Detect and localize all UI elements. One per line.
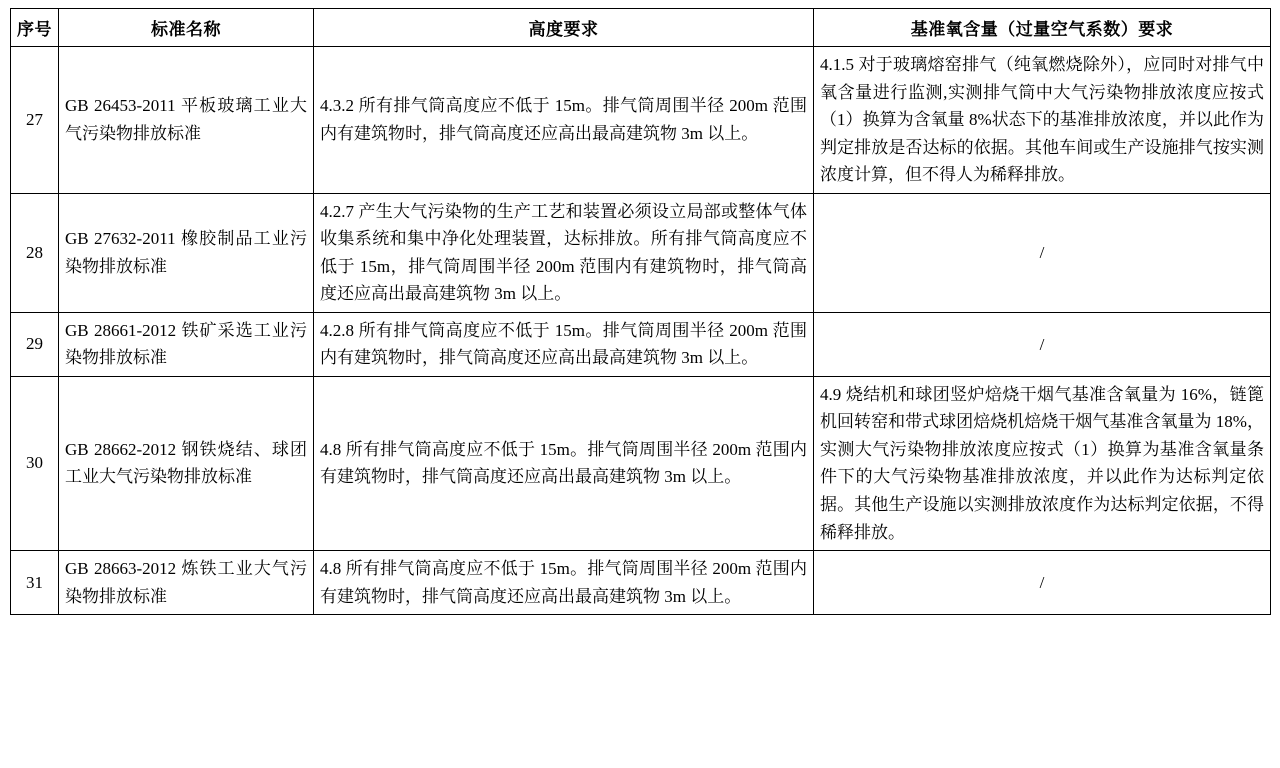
row-height-requirement: 4.3.2 所有排气筒高度应不低于 15m。排气筒周围半径 200m 范围内有建筑物时，排气筒高度还应高出最高建筑物 3m 以上。 [314, 47, 814, 194]
row-oxygen-requirement: 4.9 烧结机和球团竖炉焙烧干烟气基准含氧量为 16%，链篦机回转窑和带式球团焙烧机焙烧干烟气基准含氧量为 18%，实测大气污染物排放浓度应按式（1）换算为基准含氧量条件下的大气污染物基准排放浓度，并以此作为达标判定依据。其他生产设施以实测排放浓度作为达标判定依据，不得稀释排放。 [814, 376, 1271, 550]
row-standard-name: GB 27632-2011 橡胶制品工业污染物排放标准 [59, 193, 314, 312]
row-oxygen-requirement: 4.1.5 对于玻璃熔窑排气（纯氧燃烧除外），应同时对排气中氧含量进行监测,实测排气筒中大气污染物排放浓度应按式（1）换算为含氧量 8%状态下的基准排放浓度，并以此作为判定排放是否达标的依据。其他车间或生产设施排气按实测浓度计算，但不得人为稀释排放。 [814, 47, 1271, 194]
table-header [11, 9, 1271, 47]
column-header-standard-name: 标准名称 [59, 9, 314, 47]
row-oxygen-requirement: / [814, 312, 1271, 376]
table-body [11, 47, 1271, 615]
row-index: 29 [11, 312, 59, 376]
table-row [11, 376, 1271, 550]
row-index: 30 [11, 376, 59, 550]
row-standard-name: GB 28661-2012 铁矿采选工业污染物排放标准 [59, 312, 314, 376]
row-standard-name: GB 28663-2012 炼铁工业大气污染物排放标准 [59, 551, 314, 615]
table-row [11, 47, 1271, 194]
row-height-requirement: 4.8 所有排气筒高度应不低于 15m。排气筒周围半径 200m 范围内有建筑物时，排气筒高度还应高出最高建筑物 3m 以上。 [314, 551, 814, 615]
row-index: 27 [11, 47, 59, 194]
row-height-requirement: 4.2.7 产生大气污染物的生产工艺和装置必须设立局部或整体气体收集系统和集中净化处理装置，达标排放。所有排气筒高度应不低于 15m，排气筒周围半径 200m 范围内有建筑物时，排气筒高度还应高出最高建筑物 3m 以上。 [314, 193, 814, 312]
column-header-height-requirement: 高度要求 [314, 9, 814, 47]
column-header-oxygen-requirement: 基准氧含量（过量空气系数）要求 [814, 9, 1271, 47]
table-row [11, 193, 1271, 312]
standards-table [10, 8, 1271, 615]
table-header-row [11, 9, 1271, 47]
column-header-index: 序号 [11, 9, 59, 47]
row-oxygen-requirement: / [814, 551, 1271, 615]
row-index: 31 [11, 551, 59, 615]
row-standard-name: GB 26453-2011 平板玻璃工业大气污染物排放标准 [59, 47, 314, 194]
row-index: 28 [11, 193, 59, 312]
table-row [11, 312, 1271, 376]
row-height-requirement: 4.8 所有排气筒高度应不低于 15m。排气筒周围半径 200m 范围内有建筑物时，排气筒高度还应高出最高建筑物 3m 以上。 [314, 376, 814, 550]
row-oxygen-requirement: / [814, 193, 1271, 312]
row-height-requirement: 4.2.8 所有排气筒高度应不低于 15m。排气筒周围半径 200m 范围内有建筑物时，排气筒高度还应高出最高建筑物 3m 以上。 [314, 312, 814, 376]
table-row [11, 551, 1271, 615]
row-standard-name: GB 28662-2012 钢铁烧结、球团工业大气污染物排放标准 [59, 376, 314, 550]
